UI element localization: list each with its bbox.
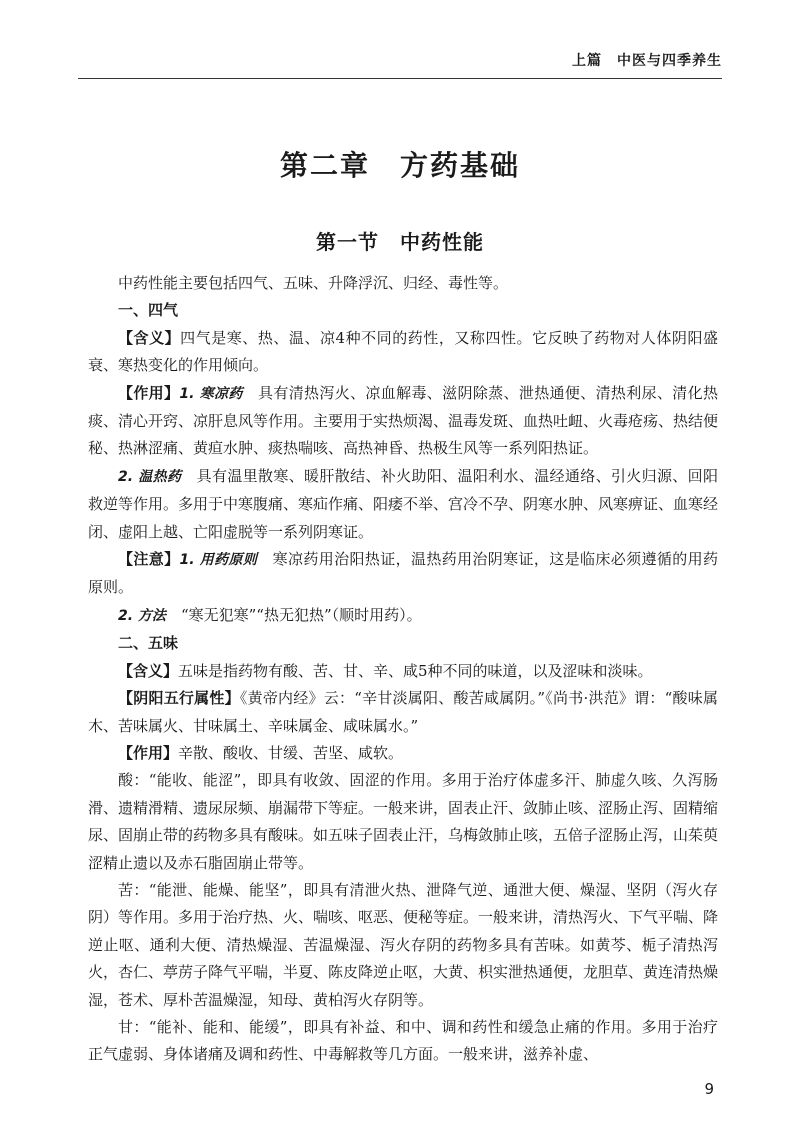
warm-drug-text: 具有温里散寒、暖肝散结、补火助阳、温阳利水、温经通络、引火归源、回阳救逆等作用。多用于中寒腹痛、寒疝作痛、阳痿不举、宫冷不孕、阴寒水肿、风寒痹证、血寒经闭、虚阳上越、亡阳虚脱等一系列阴寒证。: [88, 466, 719, 541]
header-rule: [78, 78, 722, 79]
use-text: 辛散、酸收、甘缓、苦坚、咸软。: [178, 743, 404, 762]
note-tag: 【注意】: [118, 550, 180, 569]
intro-paragraph: 中药性能主要包括四气、五味、升降浮沉、归经、毒性等。: [118, 274, 509, 292]
five-flavors-yinyang: [88, 685, 718, 740]
four-qi-meaning: [88, 325, 718, 380]
page-number: 9: [704, 1080, 714, 1098]
five-flavors-use: [88, 740, 718, 767]
use-tag: 【作用】: [118, 383, 180, 402]
warm-drug-label: 2. 温热药: [118, 468, 182, 485]
yinyang-text: 《黄帝内经》云：“辛甘淡属阳、酸苦咸属阴。”《尚书·洪范》谓：“酸味属木、苦味属火、甘味属土、辛味属金、咸味属水。”: [88, 689, 718, 735]
method-text: “寒无犯寒”“热无犯热”（顺时用药）。: [165, 605, 422, 624]
body-text: [88, 270, 718, 1069]
cold-drug-text: 具有清热泻火、凉血解毒、滋阴除蒸、泄热通便、清热利尿、清化热痰、清心开窍、凉肝息风等作用。主要用于实热烦渴、温毒发斑、血热吐衄、火毒疮疡、热结便秘、热淋涩痛、黄疸水肿、痰热喘咳、高热神昏、热极生风等一系列阳热证。: [88, 383, 719, 458]
four-qi-use-warm: [88, 463, 718, 546]
meaning-text: 五味是指药物有酸、苦、甘、辛、咸5种不同的味道，以及涩味和淡味。: [178, 661, 653, 680]
five-flavors-heading: 二、五味: [118, 634, 179, 653]
meaning-tag: 【含义】: [118, 661, 179, 680]
sour-paragraph: 酸：“能收、能涩”，即具有收敛、固涩的作用。多用于治疗体虚多汗、肺虚久咳、久泻肠滑、遗精滑精、遗尿尿频、崩漏带下等症。一般来讲，固表止汗、敛肺止咳、涩肠止泻、固精缩尿、固崩止带的药物多具有酸味。如五味子固表止汗，乌梅敛肺止咳，五倍子涩肠止泻，山茱萸涩精止遗以及赤石脂固崩止带等。: [88, 771, 719, 872]
five-flavors-meaning: [88, 658, 718, 685]
yinyang-tag: 【阴阳五行属性】: [118, 689, 240, 708]
sweet-paragraph: 甘：“能补、能和、能缓”，即具有补益、和中、调和药性和缓急止痛的作用。多用于治疗正气虚弱、身体诸痛及调和药性、中毒解救等几方面。一般来讲，滋养补虚、: [88, 1017, 718, 1064]
four-qi-note-principle: [88, 546, 718, 602]
chapter-title: 第二章 方药基础: [279, 149, 520, 182]
use-tag: 【作用】: [118, 743, 179, 762]
section-title: 第一节 中药性能: [316, 230, 484, 254]
four-qi-note-method: [88, 602, 718, 630]
principle-text: 寒凉药用治阳热证，温热药用治阴寒证，这是临床必须遵循的用药原则。: [88, 550, 718, 597]
running-header: 上篇 中医与四季养生: [572, 53, 722, 69]
meaning-tag: 【含义】: [118, 328, 181, 347]
meaning-text: 四气是寒、热、温、凉4种不同的药性，又称四性。它反映了药物对人体阴阳盛衰、寒热变化的作用倾向。: [88, 328, 718, 375]
principle-label: 1. 用药原则: [179, 552, 258, 569]
four-qi-heading: 一、四气: [118, 301, 179, 320]
cold-drug-label: 1. 寒凉药: [179, 385, 243, 402]
bitter-paragraph: 苦：“能泄、能燥、能坚”，即具有清泄火热、泄降气逆、通泄大便、燥湿、坚阴（泻火存阴）等作用。多用于治疗热、火、喘咳、呕恶、便秘等症。一般来讲，清热泻火、下气平喘、降逆止呕、通利大便、清热燥湿、苦温燥湿、泻火存阴的药物多具有苦味。如黄芩、栀子清热泻火，杏仁、葶苈子降气平喘，半夏、陈皮降逆止呕，大黄、枳实泄热通便，龙胆草、黄连清热燥湿，苍术、厚朴苦温燥湿，知母、黄柏泻火存阴等。: [88, 880, 719, 1009]
method-label: 2. 方法: [118, 607, 166, 624]
four-qi-use-cold: [88, 380, 718, 463]
